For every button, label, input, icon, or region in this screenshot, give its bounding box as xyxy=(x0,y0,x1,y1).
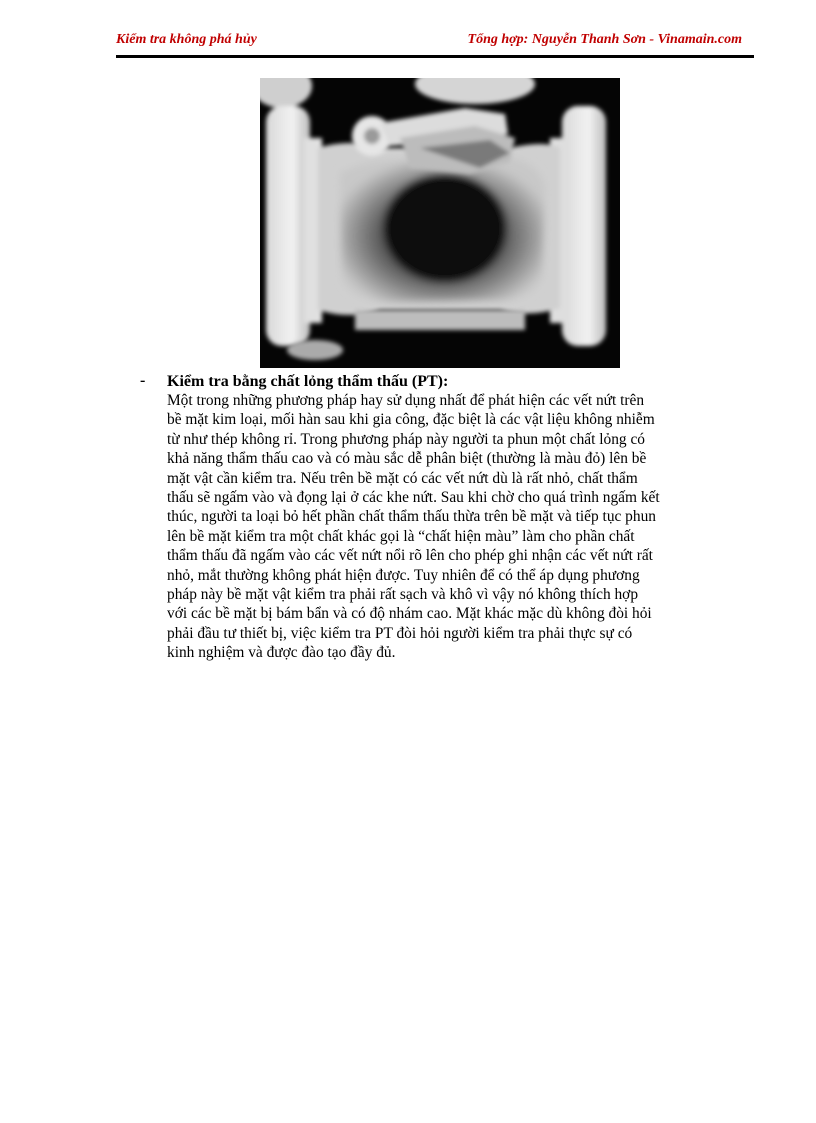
page-header xyxy=(116,30,756,54)
section-body: Một trong những phương pháp hay sử dụng nhất để phát hiện các vết nứt trên bề mặt kim loại, mối hàn sau khi gia công, đặc biệt là các vật liệu không nhiễm từ như thép không rỉ. Trong phương pháp này người ta phun một chất lỏng có khả năng thẩm thấu cao và có màu sắc dễ phân biệt (thường là màu đỏ) lên bề mặt vật cần kiểm tra. Nếu trên bề mặt có các vết nứt dù là rất nhỏ, chất thẩm thấu sẽ ngấm vào và đọng lại ở các khe nứt. Sau khi chờ cho quá trình ngấm kết thúc, người ta loại bỏ hết phần chất thẩm thấu thừa trên bề mặt và tiếp tục phun lên bề mặt kiểm tra một chất khác gọi là “chất hiện màu” làm cho phần chất thẩm thấu đã ngấm vào các vết nứt nổi rõ lên cho phép ghi nhận các vết nứt rất nhỏ, mắt thường không phát hiện được. Tuy nhiên để có thể áp dụng phương pháp này bề mặt vật kiểm tra phải rất sạch và khô vì vậy nó không thích hợp với các bề mặt bị bám bẩn và có độ nhám cao. Mặt khác mặc dù không đòi hỏi phải đầu tư thiết bị, việc kiểm tra PT đòi hỏi người kiểm tra phải thực sự có kinh nghiệm và được đào tạo đầy đủ. xyxy=(167,392,660,662)
header-divider xyxy=(116,55,754,58)
bullet-marker: - xyxy=(140,372,146,389)
header-title: Kiểm tra không phá hủy xyxy=(116,32,257,47)
radiograph-image xyxy=(260,78,620,368)
header-author: Tổng hợp: Nguyễn Thanh Sơn - Vinamain.com xyxy=(467,32,742,47)
section-heading: Kiểm tra bằng chất lỏng thẩm thấu (PT): xyxy=(167,373,449,390)
